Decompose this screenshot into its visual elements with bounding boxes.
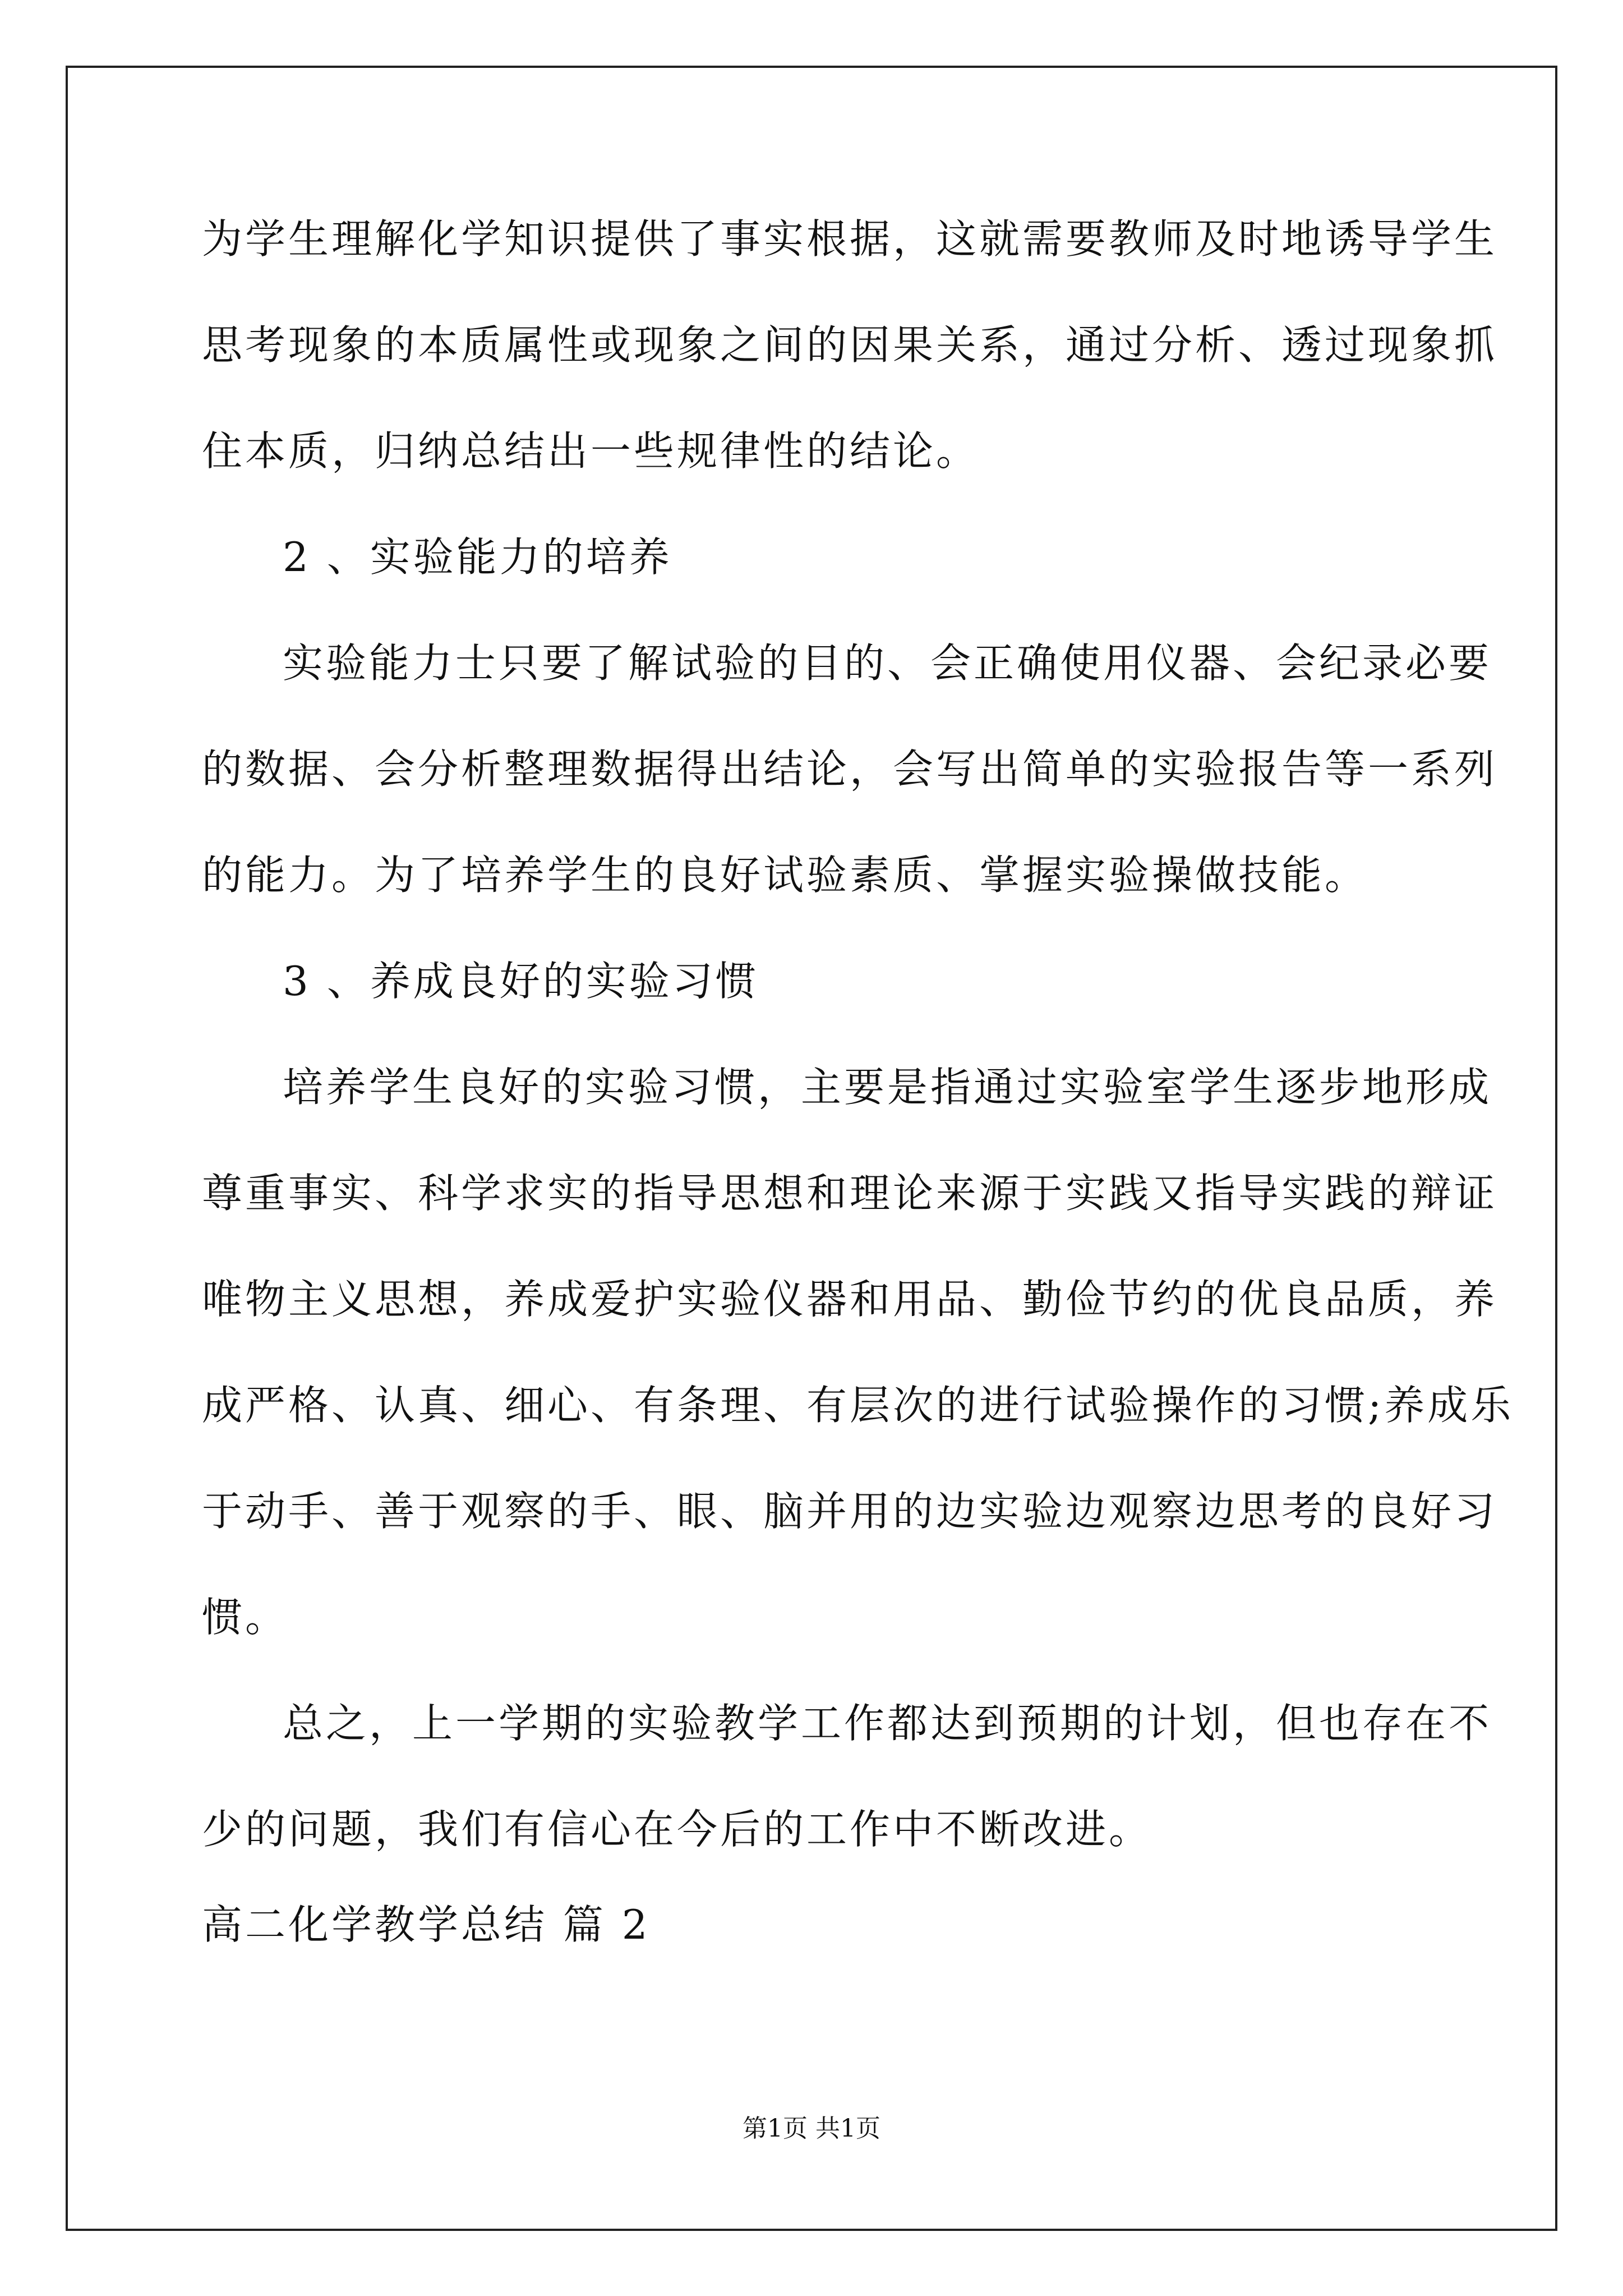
text-line: 的数据、会分析整理数据得出结论，会写出简单的实验报告等一系列 [202,746,1498,793]
text-line: 少的问题，我们有信心在今后的工作中不断改进。 [202,1806,1152,1853]
subheading-experiment-ability: 2 、实验能力的培养 [283,533,672,581]
text-line: 于动手、善于观察的手、眼、脑并用的边实验边观察边思考的良好习 [202,1488,1498,1535]
text-line: 为学生理解化学知识提供了事实根据，这就需要教师及时地诱导学生 [202,215,1498,263]
section-heading: 高二化学教学总结 篇 2 [202,1901,651,1948]
text-line: 总之，上一学期的实验教学工作都达到预期的计划，但也存在不 [283,1700,1492,1747]
subheading-experiment-habits: 3 、养成良好的实验习惯 [283,958,759,1005]
document-body [202,212,1514,1993]
text-line: 成严格、认真、细心、有条理、有层次的进行试验操作的习惯;养成乐 [202,1382,1514,1429]
text-line: 思考现象的本质属性或现象之间的因果关系，通过分析、透过现象抓 [202,321,1498,369]
text-line: 唯物主义思想，养成爱护实验仪器和用品、勤俭节约的优良品质，养 [202,1276,1498,1323]
text-line: 实验能力士只要了解试验的目的、会正确使用仪器、会纪录必要 [283,639,1492,687]
text-line: 尊重事实、科学求实的指导思想和理论来源于实践又指导实践的辩证 [202,1170,1498,1217]
text-line: 的能力。为了培养学生的良好试验素质、掌握实验操做技能。 [202,852,1368,899]
page-footer: 第1页 共1页 [743,2114,880,2143]
text-line: 培养学生良好的实验习惯，主要是指通过实验室学生逐步地形成 [283,1064,1492,1111]
text-line: 住本质，归纳总结出一些规律性的结论。 [202,427,980,475]
text-line: 惯。 [202,1594,289,1641]
